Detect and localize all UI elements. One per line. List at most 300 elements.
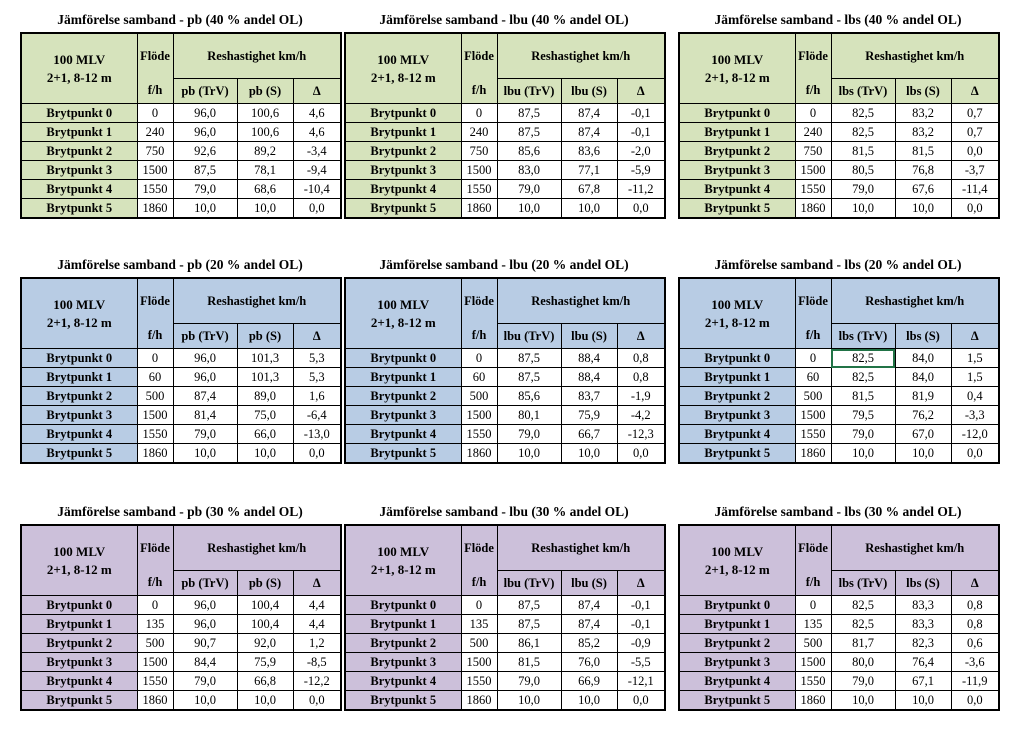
trv-speed-cell[interactable]: 79,0 [497,672,561,691]
delta-cell[interactable]: -13,0 [293,425,341,444]
s-speed-cell[interactable]: 100,6 [237,104,293,123]
flow-cell[interactable]: 1500 [137,653,173,672]
delta-cell[interactable]: -9,4 [293,161,341,180]
trv-speed-cell[interactable]: 86,1 [497,634,561,653]
trv-speed-cell[interactable]: 82,5 [831,615,895,634]
flow-cell[interactable]: 1550 [461,672,497,691]
breakpoint-label-cell[interactable]: Brytpunkt 3 [21,406,137,425]
flow-cell[interactable]: 240 [137,123,173,142]
section-header-cell[interactable] [679,33,795,104]
trv-column-header[interactable]: pb (TrV) [173,79,237,104]
flow-cell[interactable]: 500 [461,387,497,406]
s-speed-cell[interactable]: 100,6 [237,123,293,142]
breakpoint-label-cell[interactable]: Brytpunkt 2 [345,142,461,161]
flow-cell[interactable]: 135 [461,615,497,634]
flow-cell[interactable]: 500 [795,634,831,653]
trv-column-header[interactable]: lbs (TrV) [831,324,895,349]
flow-header[interactable]: Flöde [137,278,173,324]
delta-column-header[interactable]: Δ [617,324,665,349]
trv-speed-cell[interactable]: 10,0 [173,199,237,219]
breakpoint-label-cell[interactable]: Brytpunkt 1 [21,123,137,142]
flow-cell[interactable]: 0 [137,349,173,368]
trv-speed-cell[interactable]: 96,0 [173,596,237,615]
trv-speed-cell[interactable]: 81,5 [831,142,895,161]
trv-speed-cell[interactable]: 79,0 [831,180,895,199]
flow-cell[interactable]: 0 [137,104,173,123]
trv-speed-cell[interactable]: 96,0 [173,368,237,387]
delta-cell[interactable]: -5,5 [617,653,665,672]
delta-column-header[interactable]: Δ [293,324,341,349]
flow-unit-header[interactable]: f/h [461,571,497,596]
s-speed-cell[interactable]: 76,4 [895,653,951,672]
s-speed-cell[interactable]: 10,0 [895,691,951,711]
delta-cell[interactable]: -2,0 [617,142,665,161]
speed-header[interactable]: Reshastighet km/h [831,33,999,79]
flow-cell[interactable]: 1500 [795,161,831,180]
trv-speed-cell[interactable]: 79,5 [831,406,895,425]
delta-cell[interactable]: 5,3 [293,349,341,368]
breakpoint-label-cell[interactable]: Brytpunkt 2 [679,142,795,161]
s-column-header[interactable]: lbu (S) [561,79,617,104]
s-speed-cell[interactable]: 89,2 [237,142,293,161]
s-speed-cell[interactable]: 85,2 [561,634,617,653]
speed-header[interactable]: Reshastighet km/h [831,525,999,571]
speed-header[interactable]: Reshastighet km/h [173,278,341,324]
breakpoint-label-cell[interactable]: Brytpunkt 4 [21,425,137,444]
flow-cell[interactable]: 0 [795,104,831,123]
breakpoint-label-cell[interactable]: Brytpunkt 3 [679,161,795,180]
trv-speed-cell[interactable]: 10,0 [831,199,895,219]
trv-speed-cell[interactable]: 87,4 [173,387,237,406]
flow-cell[interactable]: 0 [461,349,497,368]
s-speed-cell[interactable]: 84,0 [895,349,951,368]
delta-cell[interactable]: -4,2 [617,406,665,425]
trv-speed-cell[interactable]: 87,5 [497,596,561,615]
delta-cell[interactable]: 0,0 [293,199,341,219]
s-speed-cell[interactable]: 89,0 [237,387,293,406]
s-speed-cell[interactable]: 83,2 [895,104,951,123]
section-header-cell[interactable] [21,33,137,104]
section-header-cell[interactable] [345,525,461,596]
s-speed-cell[interactable]: 100,4 [237,596,293,615]
flow-cell[interactable]: 0 [461,104,497,123]
delta-cell[interactable]: -11,9 [951,672,999,691]
speed-header[interactable]: Reshastighet km/h [497,33,665,79]
delta-cell[interactable]: -12,3 [617,425,665,444]
s-speed-cell[interactable]: 87,4 [561,596,617,615]
trv-speed-cell[interactable]: 81,5 [831,387,895,406]
flow-header[interactable]: Flöde [461,33,497,79]
section-header-cell[interactable] [345,33,461,104]
delta-cell[interactable]: 5,3 [293,368,341,387]
breakpoint-label-cell[interactable]: Brytpunkt 4 [345,672,461,691]
s-speed-cell[interactable]: 88,4 [561,368,617,387]
trv-speed-cell[interactable]: 79,0 [497,180,561,199]
breakpoint-label-cell[interactable]: Brytpunkt 4 [679,425,795,444]
s-column-header[interactable]: pb (S) [237,324,293,349]
breakpoint-label-cell[interactable]: Brytpunkt 0 [679,596,795,615]
trv-speed-cell[interactable]: 87,5 [497,368,561,387]
delta-cell[interactable]: -0,1 [617,615,665,634]
delta-cell[interactable]: 4,6 [293,104,341,123]
delta-cell[interactable]: 0,0 [617,691,665,711]
flow-cell[interactable]: 0 [137,596,173,615]
delta-cell[interactable]: -0,9 [617,634,665,653]
flow-cell[interactable]: 60 [137,368,173,387]
s-speed-cell[interactable]: 66,0 [237,425,293,444]
flow-cell[interactable]: 1500 [795,406,831,425]
flow-cell[interactable]: 60 [461,368,497,387]
s-speed-cell[interactable]: 100,4 [237,615,293,634]
trv-speed-cell[interactable]: 80,0 [831,653,895,672]
flow-cell[interactable]: 1860 [795,691,831,711]
delta-cell[interactable]: -0,1 [617,104,665,123]
delta-cell[interactable]: 0,0 [617,199,665,219]
trv-speed-cell[interactable]: 79,0 [173,672,237,691]
trv-speed-cell[interactable]: 96,0 [173,615,237,634]
s-speed-cell[interactable]: 78,1 [237,161,293,180]
delta-cell[interactable]: 0,6 [951,634,999,653]
flow-cell[interactable]: 1860 [461,444,497,464]
s-speed-cell[interactable]: 83,7 [561,387,617,406]
flow-cell[interactable]: 1550 [795,180,831,199]
s-speed-cell[interactable]: 67,1 [895,672,951,691]
breakpoint-label-cell[interactable]: Brytpunkt 1 [21,615,137,634]
flow-cell[interactable]: 1860 [137,691,173,711]
delta-cell[interactable]: 1,6 [293,387,341,406]
section-header-cell[interactable] [345,278,461,349]
s-speed-cell[interactable]: 10,0 [561,691,617,711]
flow-cell[interactable]: 1860 [137,444,173,464]
delta-cell[interactable]: -3,3 [951,406,999,425]
s-speed-cell[interactable]: 10,0 [561,199,617,219]
s-speed-cell[interactable]: 82,3 [895,634,951,653]
trv-speed-cell[interactable]: 82,5 [831,596,895,615]
breakpoint-label-cell[interactable]: Brytpunkt 3 [21,653,137,672]
s-speed-cell[interactable]: 83,2 [895,123,951,142]
s-speed-cell[interactable]: 67,6 [895,180,951,199]
trv-column-header[interactable]: lbs (TrV) [831,79,895,104]
trv-speed-cell[interactable]: 10,0 [497,691,561,711]
breakpoint-label-cell[interactable]: Brytpunkt 4 [21,180,137,199]
delta-cell[interactable]: -3,7 [951,161,999,180]
flow-header[interactable]: Flöde [795,278,831,324]
s-speed-cell[interactable]: 75,9 [237,653,293,672]
flow-cell[interactable]: 1550 [795,672,831,691]
flow-header[interactable]: Flöde [461,525,497,571]
trv-speed-cell[interactable]: 10,0 [497,199,561,219]
delta-cell[interactable]: -5,9 [617,161,665,180]
s-speed-cell[interactable]: 10,0 [561,444,617,464]
delta-cell[interactable]: -11,4 [951,180,999,199]
delta-cell[interactable]: 0,0 [951,142,999,161]
breakpoint-label-cell[interactable]: Brytpunkt 2 [345,387,461,406]
breakpoint-label-cell[interactable]: Brytpunkt 5 [21,691,137,711]
trv-speed-cell[interactable]: 80,1 [497,406,561,425]
flow-cell[interactable]: 1500 [461,406,497,425]
delta-cell[interactable]: -3,4 [293,142,341,161]
flow-cell[interactable]: 500 [137,634,173,653]
delta-cell[interactable]: -3,6 [951,653,999,672]
delta-column-header[interactable]: Δ [951,324,999,349]
breakpoint-label-cell[interactable]: Brytpunkt 1 [679,368,795,387]
s-speed-cell[interactable]: 81,5 [895,142,951,161]
flow-header[interactable]: Flöde [137,33,173,79]
trv-speed-cell[interactable]: 79,0 [831,425,895,444]
flow-cell[interactable]: 1860 [137,199,173,219]
trv-speed-cell[interactable]: 10,0 [831,691,895,711]
trv-column-header[interactable]: pb (TrV) [173,324,237,349]
flow-cell[interactable]: 1860 [461,199,497,219]
delta-cell[interactable]: -6,4 [293,406,341,425]
trv-speed-cell[interactable]: 10,0 [173,444,237,464]
s-speed-cell[interactable]: 87,4 [561,104,617,123]
delta-cell[interactable]: 4,4 [293,596,341,615]
flow-header[interactable]: Flöde [795,33,831,79]
flow-cell[interactable]: 750 [137,142,173,161]
delta-cell[interactable]: 0,8 [617,368,665,387]
flow-cell[interactable]: 135 [795,615,831,634]
delta-cell[interactable]: 0,0 [293,444,341,464]
trv-speed-cell[interactable]: 85,6 [497,387,561,406]
breakpoint-label-cell[interactable]: Brytpunkt 3 [345,406,461,425]
flow-cell[interactable]: 1500 [137,406,173,425]
breakpoint-label-cell[interactable]: Brytpunkt 1 [679,123,795,142]
breakpoint-label-cell[interactable]: Brytpunkt 5 [679,691,795,711]
trv-speed-cell[interactable]: 87,5 [497,123,561,142]
trv-speed-cell[interactable]: 87,5 [497,615,561,634]
breakpoint-label-cell[interactable]: Brytpunkt 3 [345,161,461,180]
flow-unit-header[interactable]: f/h [137,324,173,349]
breakpoint-label-cell[interactable]: Brytpunkt 2 [679,387,795,406]
delta-cell[interactable]: 0,0 [951,199,999,219]
breakpoint-label-cell[interactable]: Brytpunkt 5 [345,691,461,711]
section-header-cell[interactable] [21,278,137,349]
s-speed-cell[interactable]: 68,6 [237,180,293,199]
delta-cell[interactable]: -0,1 [617,123,665,142]
trv-speed-cell[interactable]: 79,0 [173,425,237,444]
s-speed-cell[interactable]: 76,0 [561,653,617,672]
breakpoint-label-cell[interactable]: Brytpunkt 1 [679,615,795,634]
s-column-header[interactable]: lbu (S) [561,324,617,349]
s-speed-cell[interactable]: 101,3 [237,368,293,387]
delta-cell[interactable]: -0,1 [617,596,665,615]
breakpoint-label-cell[interactable]: Brytpunkt 0 [345,104,461,123]
speed-header[interactable]: Reshastighet km/h [497,278,665,324]
flow-cell[interactable]: 750 [795,142,831,161]
s-column-header[interactable]: lbs (S) [895,324,951,349]
flow-header[interactable]: Flöde [137,525,173,571]
trv-speed-cell[interactable]: 87,5 [173,161,237,180]
s-speed-cell[interactable]: 10,0 [237,444,293,464]
trv-speed-cell[interactable]: 82,5 [831,349,895,368]
breakpoint-label-cell[interactable]: Brytpunkt 5 [21,444,137,464]
trv-speed-cell[interactable]: 81,5 [497,653,561,672]
breakpoint-label-cell[interactable]: Brytpunkt 0 [21,349,137,368]
flow-cell[interactable]: 1500 [795,653,831,672]
flow-cell[interactable]: 60 [795,368,831,387]
breakpoint-label-cell[interactable]: Brytpunkt 0 [21,596,137,615]
trv-speed-cell[interactable]: 85,6 [497,142,561,161]
s-speed-cell[interactable]: 77,1 [561,161,617,180]
flow-cell[interactable]: 1550 [461,425,497,444]
flow-cell[interactable]: 135 [137,615,173,634]
flow-cell[interactable]: 0 [795,596,831,615]
trv-speed-cell[interactable]: 10,0 [497,444,561,464]
delta-cell[interactable]: 0,0 [951,691,999,711]
delta-cell[interactable]: 1,5 [951,349,999,368]
breakpoint-label-cell[interactable]: Brytpunkt 2 [21,387,137,406]
flow-cell[interactable]: 1860 [795,199,831,219]
flow-unit-header[interactable]: f/h [461,324,497,349]
delta-cell[interactable]: -12,0 [951,425,999,444]
delta-column-header[interactable]: Δ [293,79,341,104]
flow-cell[interactable]: 0 [795,349,831,368]
flow-cell[interactable]: 500 [795,387,831,406]
breakpoint-label-cell[interactable]: Brytpunkt 2 [679,634,795,653]
flow-header[interactable]: Flöde [461,278,497,324]
s-speed-cell[interactable]: 75,0 [237,406,293,425]
breakpoint-label-cell[interactable]: Brytpunkt 0 [345,349,461,368]
breakpoint-label-cell[interactable]: Brytpunkt 5 [679,199,795,219]
trv-speed-cell[interactable]: 82,5 [831,123,895,142]
breakpoint-label-cell[interactable]: Brytpunkt 4 [679,180,795,199]
trv-speed-cell[interactable]: 80,5 [831,161,895,180]
flow-cell[interactable]: 1500 [137,161,173,180]
s-speed-cell[interactable]: 81,9 [895,387,951,406]
delta-cell[interactable]: 0,0 [951,444,999,464]
delta-cell[interactable]: -1,9 [617,387,665,406]
delta-cell[interactable]: -8,5 [293,653,341,672]
delta-column-header[interactable]: Δ [951,79,999,104]
s-speed-cell[interactable]: 76,2 [895,406,951,425]
flow-header[interactable]: Flöde [795,525,831,571]
trv-speed-cell[interactable]: 96,0 [173,104,237,123]
trv-speed-cell[interactable]: 92,6 [173,142,237,161]
trv-speed-cell[interactable]: 90,7 [173,634,237,653]
delta-cell[interactable]: -11,2 [617,180,665,199]
s-column-header[interactable]: lbs (S) [895,571,951,596]
flow-unit-header[interactable]: f/h [137,79,173,104]
flow-cell[interactable]: 240 [461,123,497,142]
s-speed-cell[interactable]: 101,3 [237,349,293,368]
breakpoint-label-cell[interactable]: Brytpunkt 3 [679,653,795,672]
s-speed-cell[interactable]: 75,9 [561,406,617,425]
trv-speed-cell[interactable]: 79,0 [831,672,895,691]
flow-cell[interactable]: 1550 [137,672,173,691]
delta-cell[interactable]: 4,6 [293,123,341,142]
flow-cell[interactable]: 1500 [461,653,497,672]
delta-cell[interactable]: 0,0 [293,691,341,711]
s-speed-cell[interactable]: 10,0 [237,691,293,711]
s-speed-cell[interactable]: 83,3 [895,596,951,615]
delta-column-header[interactable]: Δ [293,571,341,596]
s-speed-cell[interactable]: 10,0 [895,199,951,219]
s-speed-cell[interactable]: 66,9 [561,672,617,691]
breakpoint-label-cell[interactable]: Brytpunkt 1 [345,123,461,142]
breakpoint-label-cell[interactable]: Brytpunkt 5 [21,199,137,219]
trv-speed-cell[interactable]: 87,5 [497,349,561,368]
speed-header[interactable]: Reshastighet km/h [173,33,341,79]
breakpoint-label-cell[interactable]: Brytpunkt 2 [345,634,461,653]
trv-speed-cell[interactable]: 10,0 [173,691,237,711]
speed-header[interactable]: Reshastighet km/h [497,525,665,571]
delta-cell[interactable]: 0,0 [617,444,665,464]
trv-speed-cell[interactable]: 10,0 [831,444,895,464]
breakpoint-label-cell[interactable]: Brytpunkt 0 [679,104,795,123]
delta-cell[interactable]: -10,4 [293,180,341,199]
s-speed-cell[interactable]: 83,3 [895,615,951,634]
delta-column-header[interactable]: Δ [617,571,665,596]
delta-cell[interactable]: 0,7 [951,104,999,123]
flow-cell[interactable]: 1500 [461,161,497,180]
s-column-header[interactable]: pb (S) [237,571,293,596]
delta-cell[interactable]: 0,8 [617,349,665,368]
trv-speed-cell[interactable]: 82,5 [831,104,895,123]
breakpoint-label-cell[interactable]: Brytpunkt 5 [345,444,461,464]
flow-cell[interactable]: 500 [461,634,497,653]
delta-cell[interactable]: 0,7 [951,123,999,142]
breakpoint-label-cell[interactable]: Brytpunkt 5 [679,444,795,464]
breakpoint-label-cell[interactable]: Brytpunkt 1 [345,368,461,387]
flow-unit-header[interactable]: f/h [795,79,831,104]
delta-cell[interactable]: 0,4 [951,387,999,406]
breakpoint-label-cell[interactable]: Brytpunkt 3 [345,653,461,672]
s-speed-cell[interactable]: 67,8 [561,180,617,199]
delta-cell[interactable]: 0,8 [951,596,999,615]
trv-speed-cell[interactable]: 83,0 [497,161,561,180]
flow-cell[interactable]: 1860 [795,444,831,464]
flow-cell[interactable]: 1860 [461,691,497,711]
trv-column-header[interactable]: lbs (TrV) [831,571,895,596]
breakpoint-label-cell[interactable]: Brytpunkt 4 [345,425,461,444]
s-speed-cell[interactable]: 10,0 [895,444,951,464]
flow-cell[interactable]: 750 [461,142,497,161]
s-column-header[interactable]: pb (S) [237,79,293,104]
flow-cell[interactable]: 1550 [137,180,173,199]
breakpoint-label-cell[interactable]: Brytpunkt 4 [345,180,461,199]
flow-cell[interactable]: 240 [795,123,831,142]
trv-speed-cell[interactable]: 96,0 [173,123,237,142]
breakpoint-label-cell[interactable]: Brytpunkt 2 [21,634,137,653]
section-header-cell[interactable] [679,278,795,349]
breakpoint-label-cell[interactable]: Brytpunkt 1 [345,615,461,634]
flow-cell[interactable]: 0 [461,596,497,615]
delta-cell[interactable]: 4,4 [293,615,341,634]
trv-speed-cell[interactable]: 82,5 [831,368,895,387]
trv-column-header[interactable]: lbu (TrV) [497,79,561,104]
trv-column-header[interactable]: lbu (TrV) [497,324,561,349]
breakpoint-label-cell[interactable]: Brytpunkt 4 [679,672,795,691]
delta-cell[interactable]: -12,2 [293,672,341,691]
breakpoint-label-cell[interactable]: Brytpunkt 0 [679,349,795,368]
delta-cell[interactable]: 1,2 [293,634,341,653]
delta-column-header[interactable]: Δ [617,79,665,104]
breakpoint-label-cell[interactable]: Brytpunkt 0 [345,596,461,615]
section-header-cell[interactable] [21,525,137,596]
s-speed-cell[interactable]: 67,0 [895,425,951,444]
s-speed-cell[interactable]: 76,8 [895,161,951,180]
breakpoint-label-cell[interactable]: Brytpunkt 4 [21,672,137,691]
s-speed-cell[interactable]: 10,0 [237,199,293,219]
s-speed-cell[interactable]: 84,0 [895,368,951,387]
trv-column-header[interactable]: pb (TrV) [173,571,237,596]
s-speed-cell[interactable]: 87,4 [561,123,617,142]
s-speed-cell[interactable]: 92,0 [237,634,293,653]
delta-cell[interactable]: 1,5 [951,368,999,387]
breakpoint-label-cell[interactable]: Brytpunkt 3 [21,161,137,180]
breakpoint-label-cell[interactable]: Brytpunkt 2 [21,142,137,161]
